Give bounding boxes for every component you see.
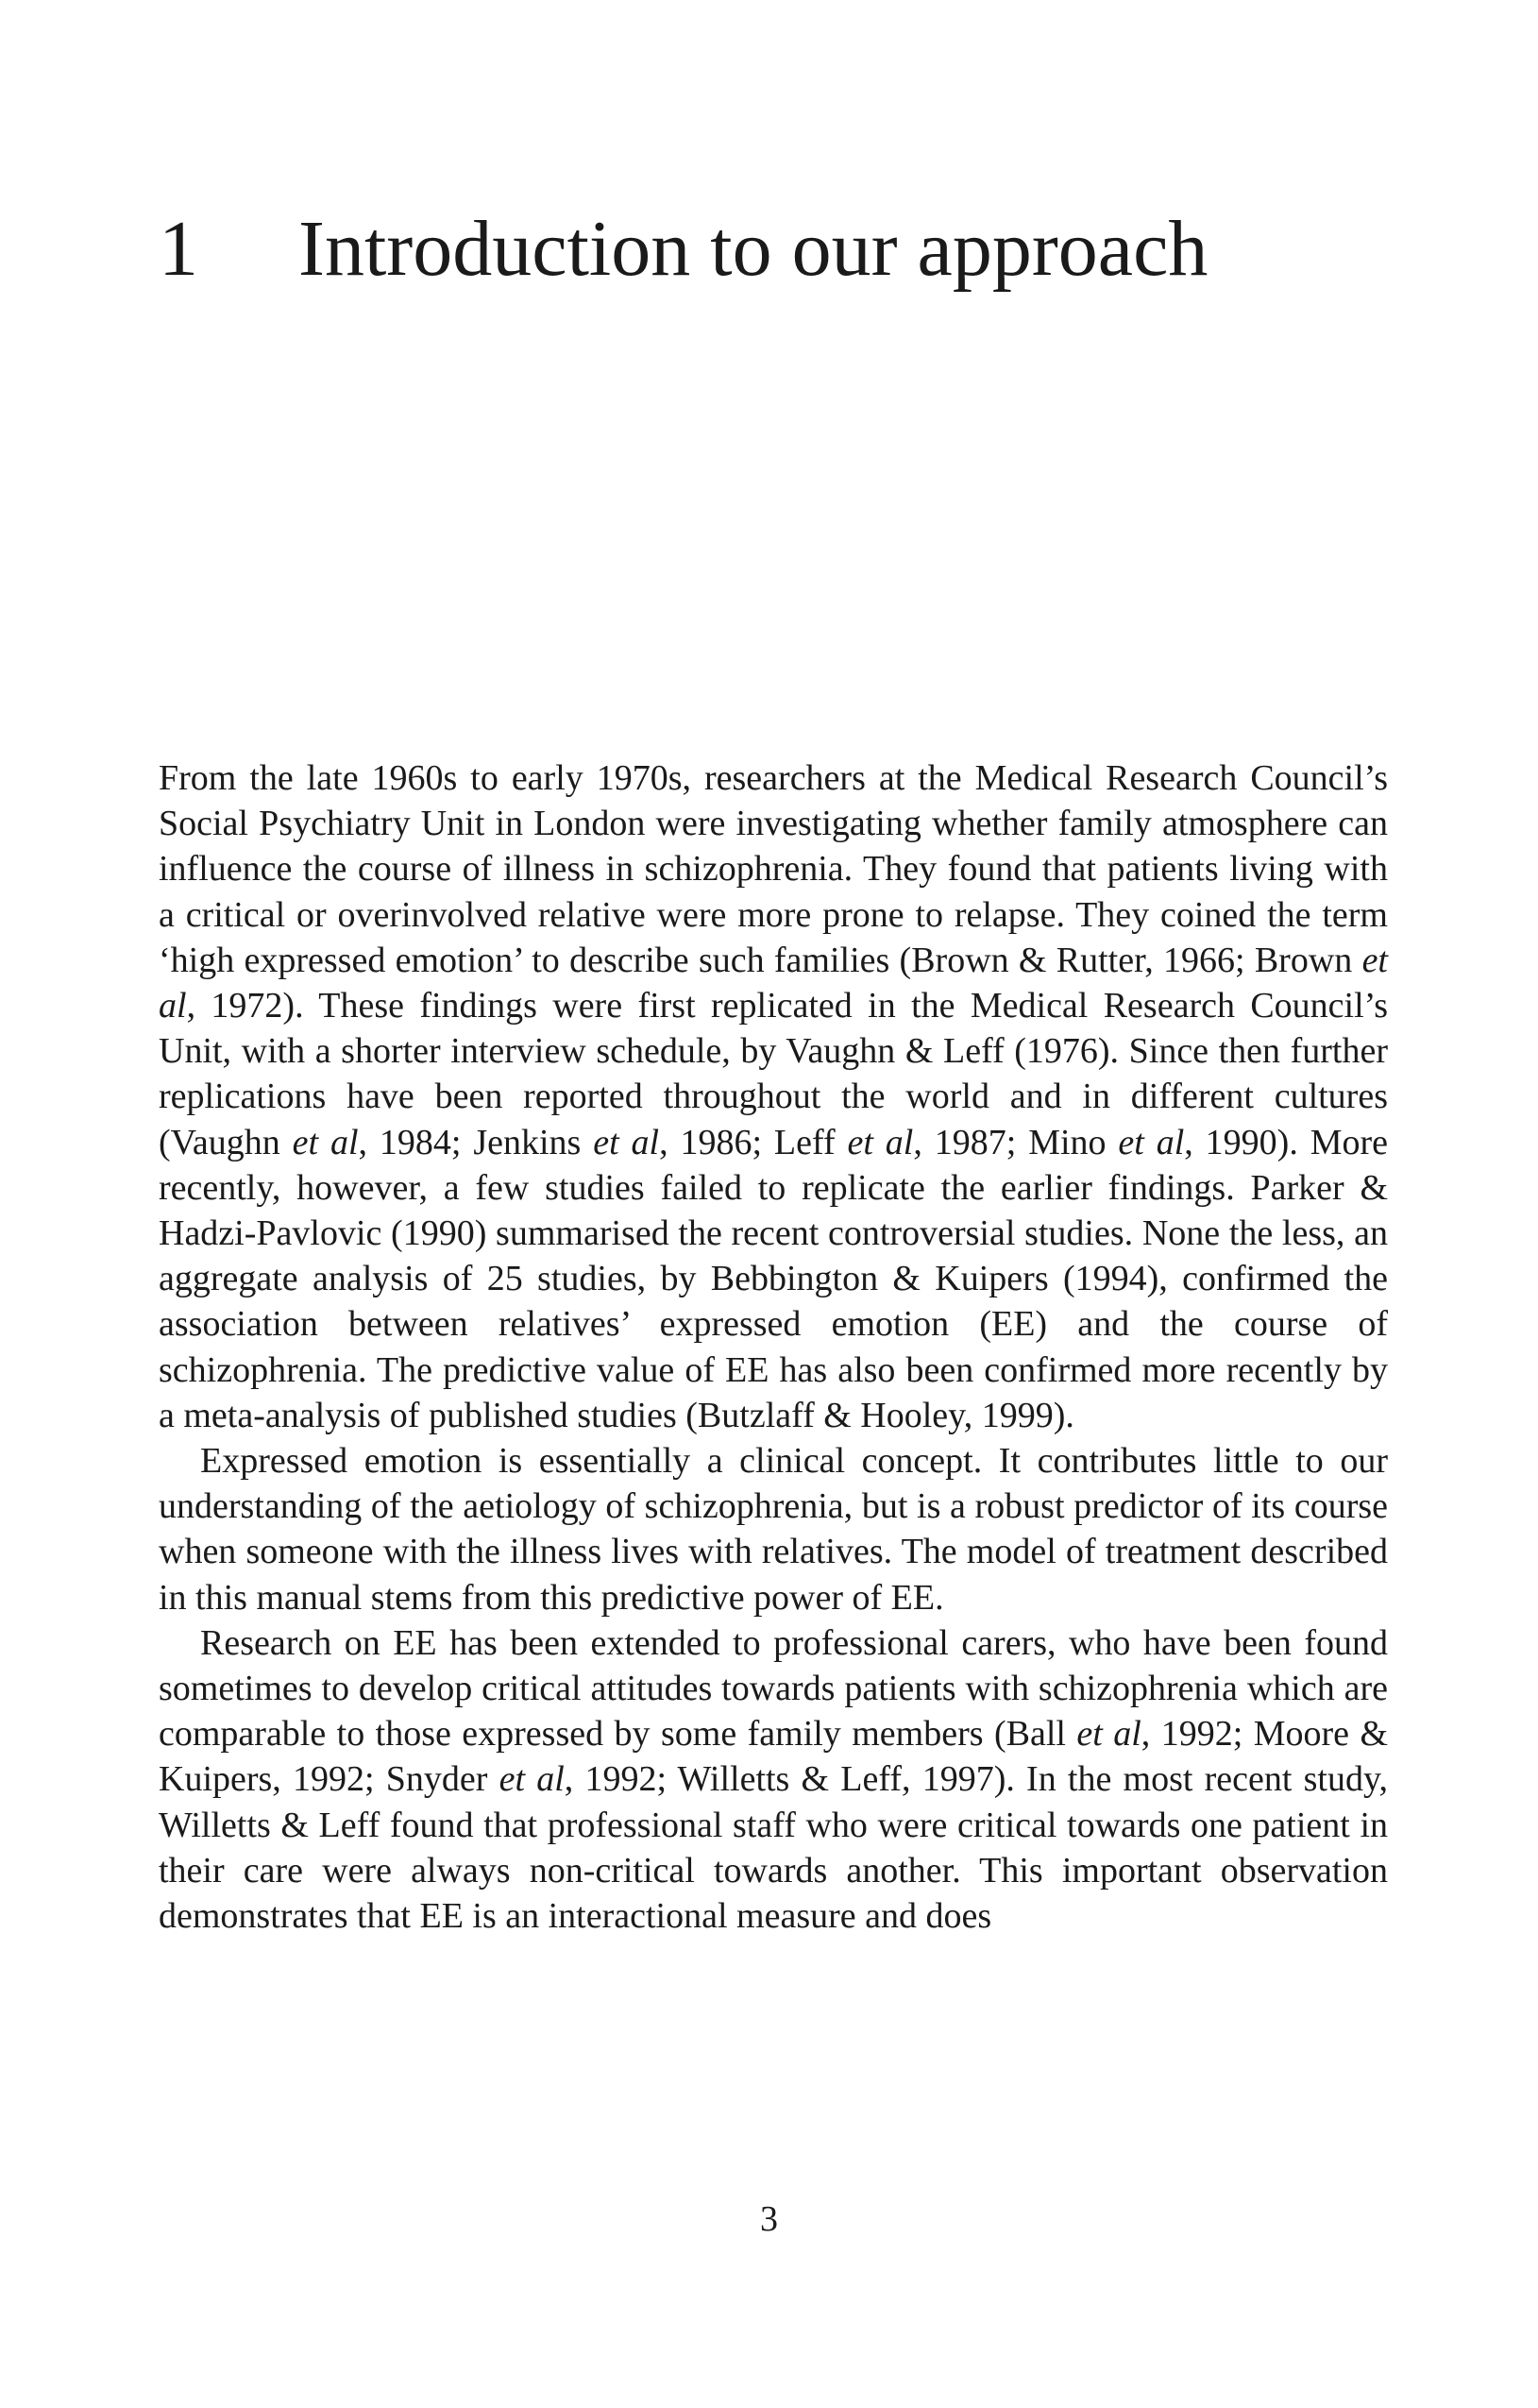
text-run: From the late 1960s to early 1970s, researchers at the Medical Research Council’s Social Psychiatry Unit in London were investigating whether family atmosphere can influence the course of illness in schizophrenia. They found that patients living with a critical or overinvolved relative were more prone to relapse. They coined the term ‘high expressed emotion’ to describe such families (Brown & Rutter, 1966; Brown [159, 758, 1388, 980]
text-run: , 1992; Moore & Kuipers, 1992; Snyder [159, 1714, 1389, 1800]
text-run: , 1990). More recently, however, a few studies failed to replicate the earlier findings. Parker & Hadzi-Pavlovic (1990) summarised the recent controversial studies. None the less, an aggregate analysis of 25 studies, by Bebbington & Kuipers (1994), confirmed the association between relatives’ expressed emotion (EE) and the course of schizophrenia. The predictive value of EE has also been confirmed more recently by a meta-analysis of published studies (Butzlaff & Hooley, 1999). [159, 1122, 1389, 1435]
italic-citation: et al [847, 1122, 914, 1162]
text-run: , 1992; Willetts & Leff, 1997). In the most recent study, Willetts & Leff found that professional staff who were critical towards one patient in their care were always non-critical towards another. This important observation demonstrates that EE is an interactional measure and does [159, 1759, 1388, 1937]
body-text [159, 755, 1388, 1939]
italic-citation: et al [499, 1759, 565, 1800]
paragraph-3 [159, 1620, 1388, 1939]
chapter-title: Introduction to our approach [298, 205, 1208, 293]
italic-citation: et al [159, 940, 1388, 1026]
chapter-heading [159, 205, 1386, 293]
text-run: , 1984; Jenkins [358, 1122, 594, 1162]
italic-citation: et al [593, 1122, 660, 1162]
chapter-number: 1 [159, 205, 198, 293]
text-run: , 1987; Mino [913, 1122, 1119, 1162]
text-run: Research on EE has been extended to professional carers, who have been found sometimes to develop critical attitudes towards patients with schizophrenia which are comparable to those expressed by some family members (Ball [159, 1622, 1388, 1755]
text-run: Expressed emotion is essentially a clinical concept. It contributes little to our understanding of the aetiology of schizophrenia, but is a robust predictor of its course when someone with the illness lives with relatives. The model of treatment described in this manual stems from this predictive power of EE. [159, 1441, 1388, 1618]
italic-citation: et al [1076, 1714, 1141, 1755]
italic-citation: et al [292, 1122, 359, 1162]
text-run: , 1972). These findings were first replicated in the Medical Research Council’s Unit, with a shorter interview schedule, by Vaughn & Leff (1976). Since then further replications have been reported throughout the world and in different cultures (Vaughn [159, 986, 1388, 1162]
page-number: 3 [760, 2199, 778, 2239]
italic-citation: et al [1118, 1122, 1185, 1162]
paragraph-1 [159, 755, 1388, 1438]
paragraph-2 [159, 1438, 1388, 1620]
text-run: , 1986; Leff [659, 1122, 848, 1162]
